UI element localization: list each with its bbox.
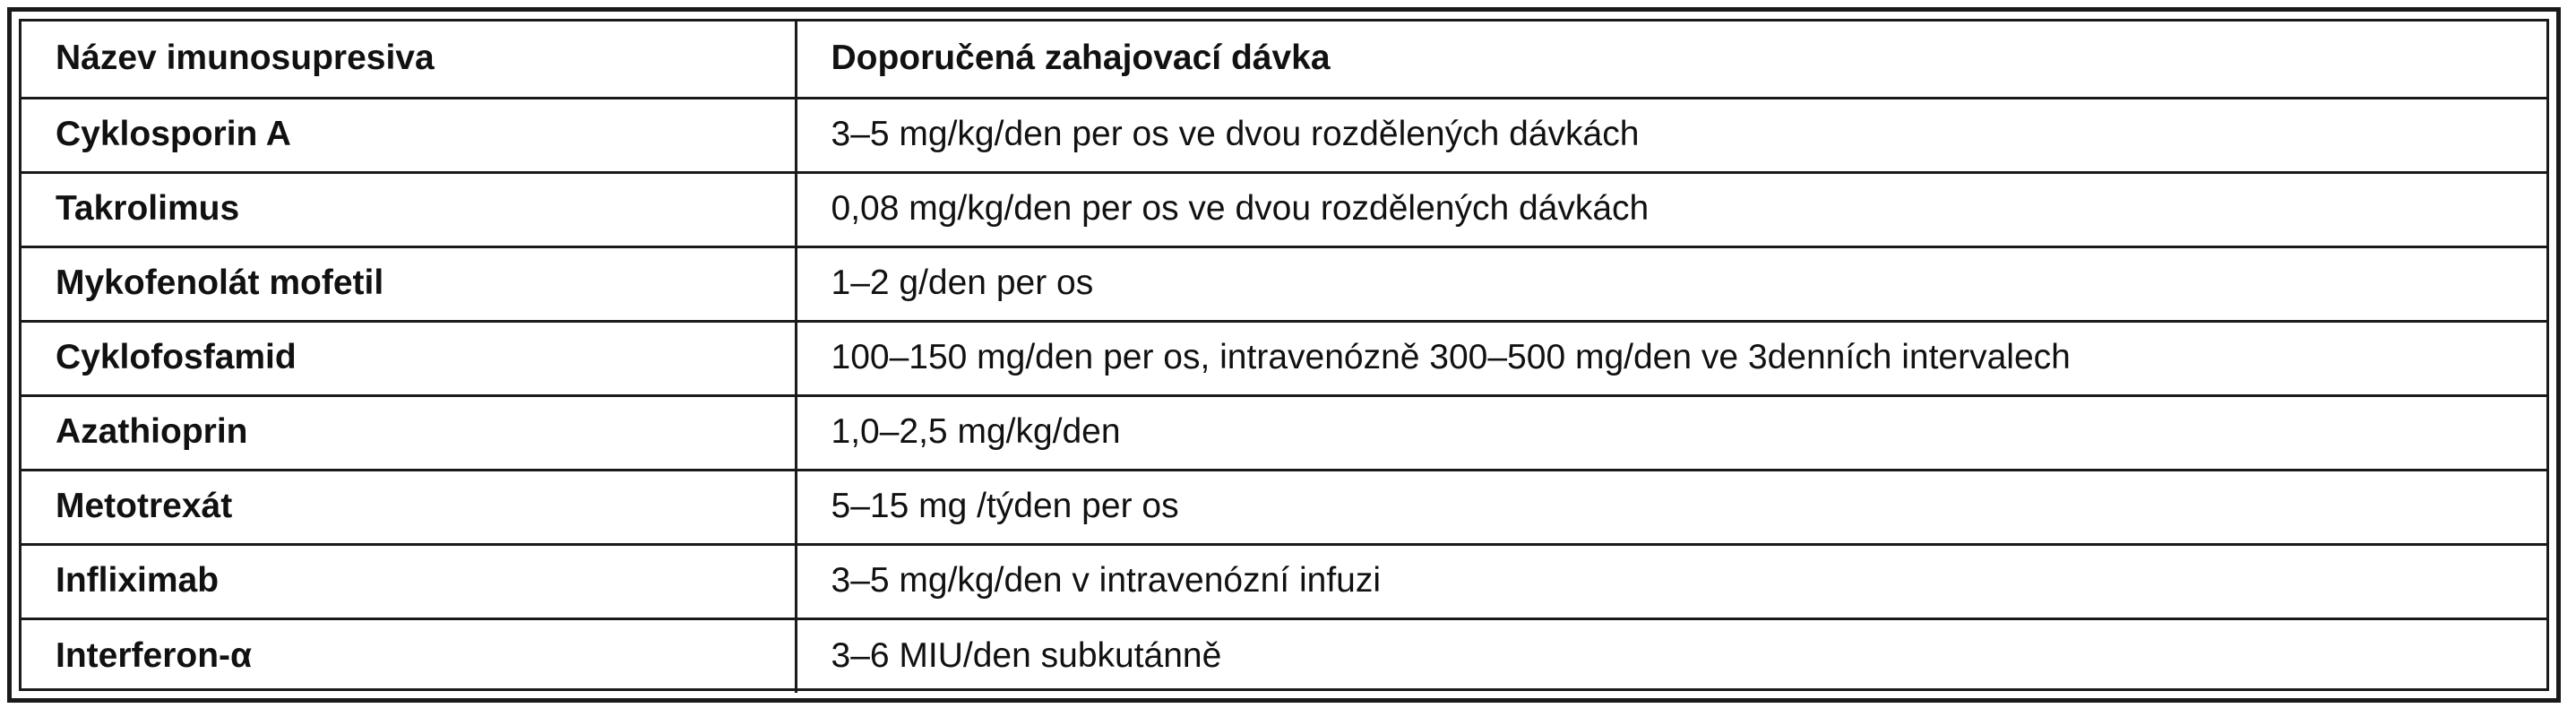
drug-name-cell: Metotrexát bbox=[22, 470, 796, 544]
dose-cell: 100–150 mg/den per os, intravenózně 300–500 mg/den ve 3denních intervalech bbox=[796, 321, 2546, 395]
column-header-name: Název imunosupresiva bbox=[22, 22, 796, 98]
dose-cell: 3–5 mg/kg/den per os ve dvou rozdělených dávkách bbox=[796, 98, 2546, 172]
table-row bbox=[22, 172, 2546, 246]
table-row bbox=[22, 395, 2546, 470]
immunosuppressant-dose-table bbox=[22, 22, 2546, 693]
dose-cell: 1–2 g/den per os bbox=[796, 246, 2546, 321]
dose-cell: 3–5 mg/kg/den v intravenózní infuzi bbox=[796, 544, 2546, 618]
table-row bbox=[22, 98, 2546, 172]
drug-name-cell: Cyklofosfamid bbox=[22, 321, 796, 395]
table-outer-frame bbox=[7, 7, 2561, 703]
drug-name-cell: Interferon-α bbox=[22, 618, 796, 693]
table-header-row bbox=[22, 22, 2546, 98]
drug-name-cell: Takrolimus bbox=[22, 172, 796, 246]
table-row bbox=[22, 321, 2546, 395]
table-row bbox=[22, 544, 2546, 618]
dose-cell: 3–6 MIU/den subkutánně bbox=[796, 618, 2546, 693]
drug-name-cell: Infliximab bbox=[22, 544, 796, 618]
dose-cell: 1,0–2,5 mg/kg/den bbox=[796, 395, 2546, 470]
dose-cell: 0,08 mg/kg/den per os ve dvou rozdělených dávkách bbox=[796, 172, 2546, 246]
column-header-dose: Doporučená zahajovací dávka bbox=[796, 22, 2546, 98]
drug-name-cell: Azathioprin bbox=[22, 395, 796, 470]
table-row bbox=[22, 618, 2546, 693]
table-row bbox=[22, 246, 2546, 321]
table-inner-frame bbox=[19, 19, 2549, 691]
drug-name-cell: Mykofenolát mofetil bbox=[22, 246, 796, 321]
dose-cell: 5–15 mg /týden per os bbox=[796, 470, 2546, 544]
drug-name-cell: Cyklosporin A bbox=[22, 98, 796, 172]
table-row bbox=[22, 470, 2546, 544]
